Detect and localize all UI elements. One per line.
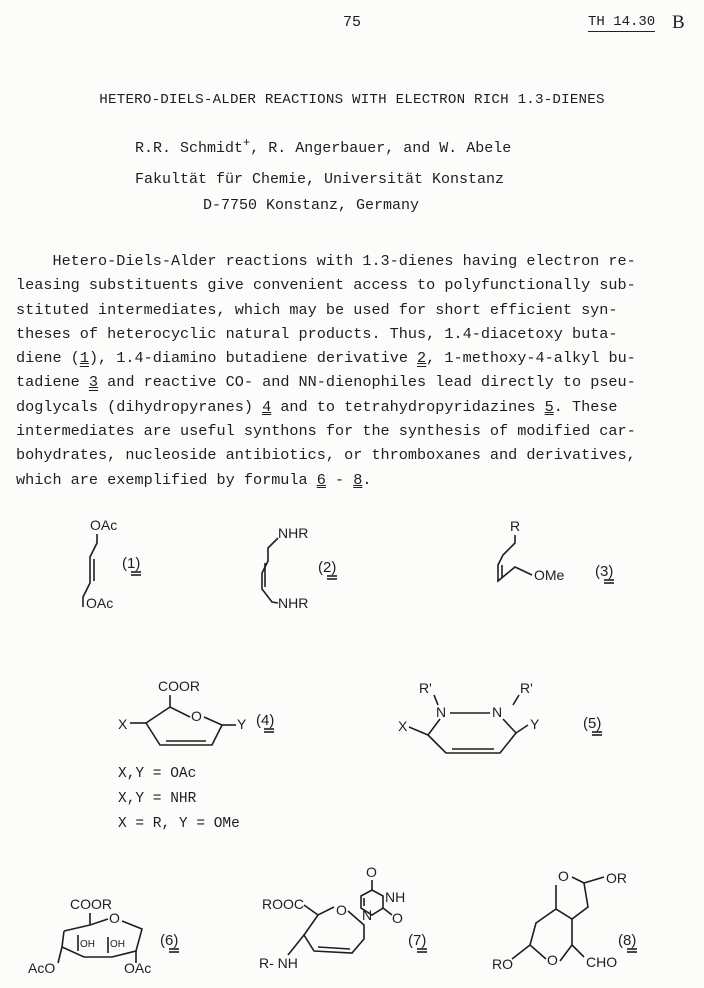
compound-ref-5: 5 [544,397,554,416]
abstract-line: Hetero-Diels-Alder reactions with 1.3-dienes having electron re- [16,252,636,270]
text-run: . These [553,397,618,416]
document-code-letter: B [672,12,685,33]
compound-ref-3: 3 [88,373,99,392]
uracil-oxygen: O [392,910,403,926]
affiliation-line-1: Fakultät für Chemie, Universität Konstanz [135,171,505,188]
alkoxy-left: RO [492,956,513,972]
substituent-line: X,Y = NHR [118,791,197,807]
acetoxy-right: OAc [124,960,152,976]
page-number: 75 [342,14,361,31]
x-substituent: X [398,718,408,734]
compound-label-5: (5) [583,715,602,732]
uracil-oxygen-top: O [366,864,377,880]
diene-chain [498,535,532,581]
abstract-line: leasing substituents give convenient access to polyfunctionally sub- [16,276,636,295]
compound-label-3: (3) [595,563,614,580]
x-substituent: X [118,716,128,732]
structure-2 [262,525,337,611]
structure-5 [398,680,602,753]
text-run: and reactive CO- and NN-dienophiles lead directly to pseu- [98,373,636,392]
uracil-n: N [362,907,373,923]
structure-7 [259,864,427,971]
aldehyde-group: CHO [586,954,618,970]
text-run: . [362,470,372,489]
structure-3 [498,518,614,583]
abstract-line [16,370,688,394]
abstract-line [16,346,688,370]
acetoxy-group-top: OAc [90,517,118,533]
substituent-list [118,762,240,837]
compound-label-6: (6) [160,932,179,949]
r-group: R [510,518,521,534]
structure-8 [492,868,637,972]
ring-bottom [428,719,516,753]
text-run: ), 1.4-diamino butadiene derivative [88,349,418,368]
amino-group-bottom: NHR [278,595,309,611]
compound-label-2: (2) [318,559,337,576]
ring-oxygen: O [191,708,202,724]
pyran-right [560,919,572,961]
compound-ref-1: 1 [79,349,89,368]
substituent-line: X = R, Y = OMe [118,816,240,832]
author-names-a: R.R. Schmidt [135,140,244,157]
r-prime-right: R' [520,680,533,696]
ring-body [62,921,142,957]
compound-label-1: (1) [122,555,141,572]
acetoxy-left: AcO [28,960,56,976]
text-run: diene ( [16,349,80,368]
furan-oxygen: O [558,868,569,884]
text-run: - [325,470,354,489]
document-code: TH 14.30 [588,14,656,30]
compound-label-8: (8) [618,932,637,949]
paper-title: HETERO-DIELS-ALDER REACTIONS WITH ELECTRON RICH 1.3-DIENES [99,92,605,108]
nitrogen-right: N [492,704,503,720]
hydroxyl-right: OH [110,939,125,950]
ester-group: COOR [158,678,200,694]
text-run: tadiene [16,373,89,392]
y-substituent: Y [530,716,540,732]
abstract [16,249,688,492]
ester-group: ROOC [262,896,304,912]
compound-ref-2: 2 [417,349,427,368]
text-run: which are exemplified by formula [16,470,317,489]
amino-group: R- NH [259,955,298,971]
uracil-nh: NH [385,889,406,905]
compound-label-4: (4) [256,712,275,729]
abstract-line: theses of heterocyclic natural products. Thus, 1.4-diacetoxy buta- [16,324,618,343]
compound-ref-4: 4 [262,397,272,416]
abstract-line [16,468,688,492]
nitrogen-left: N [436,704,447,720]
structure-4 [118,678,274,745]
furan-ring [556,883,588,919]
acetoxy-group-bottom: OAc [86,595,114,611]
abstract-line: bohydrates, nucleoside antibiotics, or thromboxanes and derivatives, [16,446,636,465]
text-run: doglycals (dihydropyranes) [16,397,263,416]
ring-top [304,905,334,915]
ring-oxygen: O [336,902,347,918]
alkoxy-group: OR [606,870,627,886]
ring-oxygen: O [109,910,120,926]
abstract-line: stituted intermediates, which may be used for short efficient syn- [16,300,618,319]
substituent-line: X,Y = OAc [118,766,197,782]
y-substituent: Y [237,716,247,732]
structure-6 [28,896,179,976]
ring-body [304,911,364,953]
ring-top [146,707,190,723]
corresponding-mark: + [243,136,251,150]
text-run: , 1-methoxy-4-alkyl bu- [426,349,636,368]
compound-ref-6: 6 [316,470,326,489]
methoxy-group: OMe [534,567,565,583]
abstract-line: intermediates are useful synthons for the synthesis of modified car- [16,422,636,441]
amino-group-top: NHR [278,525,309,541]
author-list [135,136,511,157]
hydroxyl-left: OH [80,939,95,950]
ester-group: COOR [70,896,112,912]
affiliation-line-2: D-7750 Konstanz, Germany [203,197,420,214]
structure-1 [83,517,141,611]
text-run: and to tetrahydropyridazines [271,397,545,416]
pyran-oxygen: O [547,952,558,968]
structural-formulas [0,505,704,988]
r-prime-left: R' [419,680,432,696]
furan-top [572,877,604,883]
abstract-line [16,395,688,419]
compound-label-7: (7) [408,932,427,949]
author-names-b: , R. Angerbauer, and W. Abele [250,140,512,157]
compound-ref-8: 8 [353,470,363,489]
ring-top [64,919,108,931]
